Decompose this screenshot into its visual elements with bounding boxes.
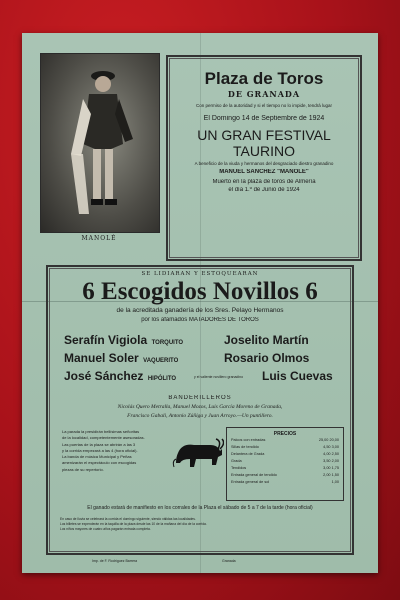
bull-icon xyxy=(172,435,224,475)
price-seat: Sillas de tendido xyxy=(231,445,259,449)
price-sombra: 4,50 xyxy=(323,445,331,449)
torero-name: José Sánchez xyxy=(64,369,144,383)
ganado-notice: El ganado estará de manifiesto en los corrales de la Plaza el sábado de 5 a 7 de la tarde (hora oficial) xyxy=(87,505,313,511)
prices-table xyxy=(226,427,344,501)
event-date: El Domingo 14 de Septiembre de 1924 xyxy=(203,115,325,122)
matador-photo xyxy=(40,53,160,233)
death-line1: Muerto en la plaza de toros de Almería xyxy=(212,179,316,185)
price-row xyxy=(227,458,343,465)
price-values xyxy=(332,479,339,486)
price-values xyxy=(323,451,339,458)
rule-line: de la localidad, competentemente asesoradas. xyxy=(62,435,145,441)
rules-block xyxy=(62,429,172,473)
header-frame xyxy=(166,55,362,261)
price-sombra: 2,00 xyxy=(323,473,331,477)
price-row xyxy=(227,479,343,486)
rule-line: y la corrida empezará a las 4 (hora oficial). xyxy=(62,447,138,453)
torero-name: Joselito Martín xyxy=(224,333,309,347)
poster-title: Plaza de Toros xyxy=(204,69,324,88)
price-sombra: 4,00 xyxy=(323,452,331,456)
novillos-headline: 6 Escogidos Novillos 6 xyxy=(82,278,318,305)
price-sol: 3,00 xyxy=(331,445,339,449)
torero-nickname: VAQUERITO xyxy=(143,358,179,364)
price-sol: 2,00 xyxy=(331,459,339,463)
price-sombra: 25,00 xyxy=(318,438,329,442)
rule-line: La parada la presidirán bellísimas señoritas xyxy=(62,429,140,434)
lidia-intro: SE LIDIARÁN Y ESTOQUEARÁN xyxy=(141,271,259,277)
bullfight-poster xyxy=(22,33,378,573)
price-seat: Entrada general de sol xyxy=(231,480,270,484)
rule-line: La banda de música Municipal y Peñas xyxy=(62,454,132,460)
fine-print xyxy=(60,517,340,532)
novillero-note: y el valiente novillero granadino xyxy=(194,375,244,379)
price-sol: 1,75 xyxy=(331,466,339,470)
main-frame xyxy=(46,265,354,555)
price-values xyxy=(319,437,339,444)
price-sol: 20,00 xyxy=(329,438,339,442)
torero-2 xyxy=(224,331,309,349)
torero-3 xyxy=(64,349,178,367)
price-values xyxy=(323,465,339,472)
death-line2: el día 1.º de Junio de 1924 xyxy=(228,187,300,193)
torero-name: Rosario Olmos xyxy=(224,351,310,365)
printer-credit: Imp. de F. Rodríguez Barrera xyxy=(92,559,138,563)
torero-name: Luis Cuevas xyxy=(262,369,333,383)
beneficio-text: A beneficio de la viuda y hermanos del desgraciado diestro granadino xyxy=(194,161,334,166)
torero-5 xyxy=(64,367,176,385)
price-values xyxy=(323,458,339,465)
rule-line: Las puertas de la plaza se abrirán a las 3 xyxy=(62,441,136,447)
matador-figure-icon xyxy=(41,54,159,232)
torero-name: Manuel Soler xyxy=(64,351,139,365)
price-sol: 2,50 xyxy=(331,452,339,456)
torero-4 xyxy=(224,349,309,367)
price-seat: Grada xyxy=(231,459,242,463)
price-values xyxy=(323,472,339,479)
price-values xyxy=(323,444,339,451)
price-seat: Entrada general de tendido xyxy=(231,473,277,477)
rule-line: amenizarán el espectáculo con escogidas xyxy=(62,460,137,466)
event-name-line2: TAURINO xyxy=(233,143,295,159)
honoree-name: MANUEL SÁNCHEZ "MANOLÉ" xyxy=(219,169,309,175)
prices-title: PRECIOS xyxy=(273,431,297,437)
price-row xyxy=(227,465,343,472)
price-sombra: 3,50 xyxy=(323,459,331,463)
fine-line: Los billetes se expenderán en la taquilla de la plaza desde las 10 de la mañana del día de la corrida. xyxy=(60,522,207,526)
event-name-line1: UN GRAN FESTIVAL xyxy=(197,127,331,143)
torero-nickname: TORQUITO xyxy=(151,340,184,346)
poster-subtitle: DE GRANADA xyxy=(227,89,301,99)
price-seat: Palcos con entradas xyxy=(231,438,266,442)
fine-line: En caso de lluvia se celebrará la corrida el domingo siguiente, siendo válidas las localidades. xyxy=(60,517,196,521)
printer-city: Granada xyxy=(222,559,236,563)
price-sol: 1,50 xyxy=(331,473,339,477)
torero-1 xyxy=(64,331,183,349)
ganaderia-text: de la acreditada ganadería de los Sres. Pelayo Hermanos xyxy=(116,307,284,314)
torero-name: Serafín Vigiola xyxy=(64,333,148,347)
rule-line: piezas de su repertorio. xyxy=(62,466,104,472)
torero-6 xyxy=(262,367,333,385)
banderilleros-title: BANDERILLEROS xyxy=(168,395,232,401)
fine-line: Los niños mayores de cuatro años pagarán entrada completa. xyxy=(60,527,151,531)
price-row xyxy=(227,472,343,479)
price-sombra: 3,00 xyxy=(323,466,331,470)
price-sol: 1,00 xyxy=(331,480,339,484)
price-row xyxy=(227,444,343,451)
matadores-intro: por los afamados MATADORES DE TOROS xyxy=(141,317,259,323)
price-seat: Delantera de Grada xyxy=(231,452,265,456)
price-seat: Tendidos xyxy=(231,466,247,470)
torero-nickname: HIPÓLITO xyxy=(147,376,177,382)
photo-caption: MANOLÉ xyxy=(81,235,117,242)
banderilleros-line1: Nicolás Quero Metralla, Manuel Mozos, Luis García Moreno de Granada, xyxy=(117,404,283,410)
price-row xyxy=(227,437,343,444)
banderilleros-line2: Francisco Gabali, Antonio Zúñiga y Juan Arroyo.—Un puntillero. xyxy=(127,413,273,419)
price-row xyxy=(227,451,343,458)
permiso-text: Con permiso de la autoridad y si el tiempo no lo impide, tendrá lugar xyxy=(195,103,333,108)
